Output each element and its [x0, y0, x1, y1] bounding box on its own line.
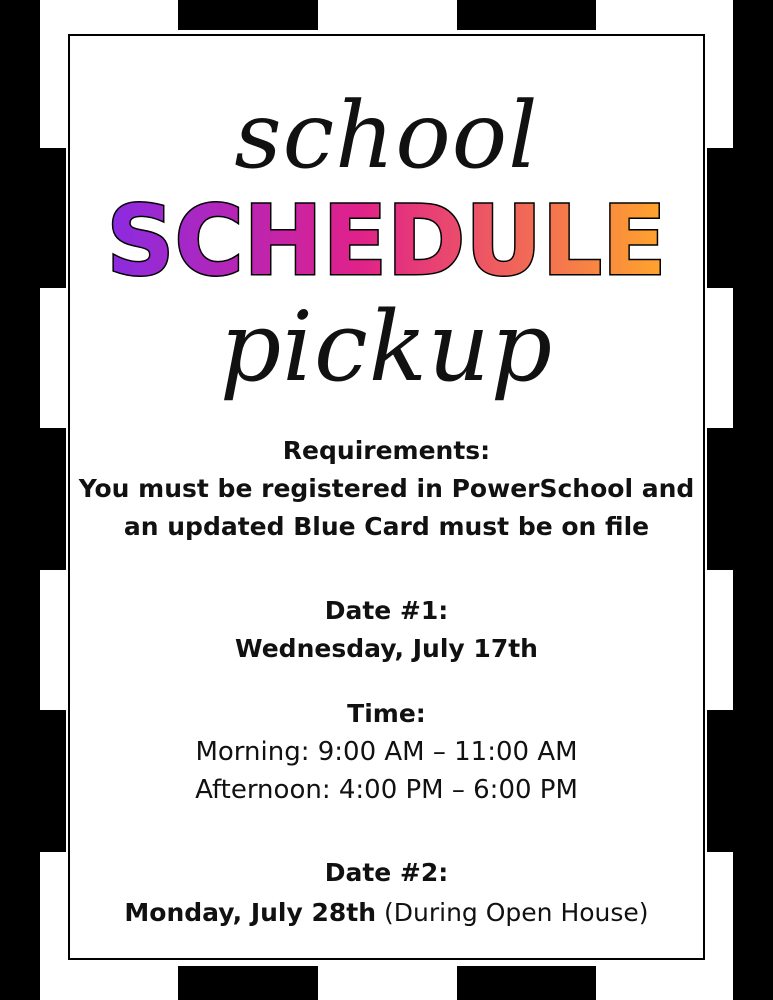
border-block — [707, 288, 733, 428]
title-pickup: pickup — [219, 291, 554, 403]
requirements-line: an updated Blue Card must be on file — [123, 512, 650, 541]
border-block — [707, 570, 733, 710]
border-block — [318, 966, 457, 1000]
date2-line — [66, 893, 707, 933]
time-afternoon: Afternoon: 4:00 PM – 6:00 PM — [195, 775, 578, 805]
border-block — [40, 570, 66, 710]
time-morning: Morning: 9:00 AM – 11:00 AM — [195, 737, 578, 767]
date2-heading: Date #2: — [324, 858, 449, 887]
border-block — [707, 852, 733, 1000]
date2-section — [66, 853, 707, 933]
date1-heading: Date #1: — [324, 596, 449, 625]
requirements-section — [66, 432, 707, 546]
time-heading: Time: — [347, 699, 426, 728]
border-block — [40, 288, 66, 428]
border-block — [707, 0, 733, 148]
title-schedule — [66, 182, 707, 292]
title-school: school — [234, 82, 539, 189]
border-block — [40, 852, 66, 1000]
border-block — [318, 0, 457, 30]
date2-value: Monday, July 28th — [124, 898, 377, 927]
requirements-line: You must be registered in PowerSchool and — [78, 474, 695, 503]
requirements-heading: Requirements: — [282, 436, 491, 465]
title-schedule-text: SCHEDULE — [106, 185, 667, 292]
date1-section — [66, 592, 707, 668]
time-section — [66, 695, 707, 809]
content-card — [66, 30, 707, 966]
border-block — [40, 0, 66, 148]
date1-value: Wednesday, July 17th — [235, 634, 538, 663]
date2-note: (During Open House) — [384, 898, 649, 927]
